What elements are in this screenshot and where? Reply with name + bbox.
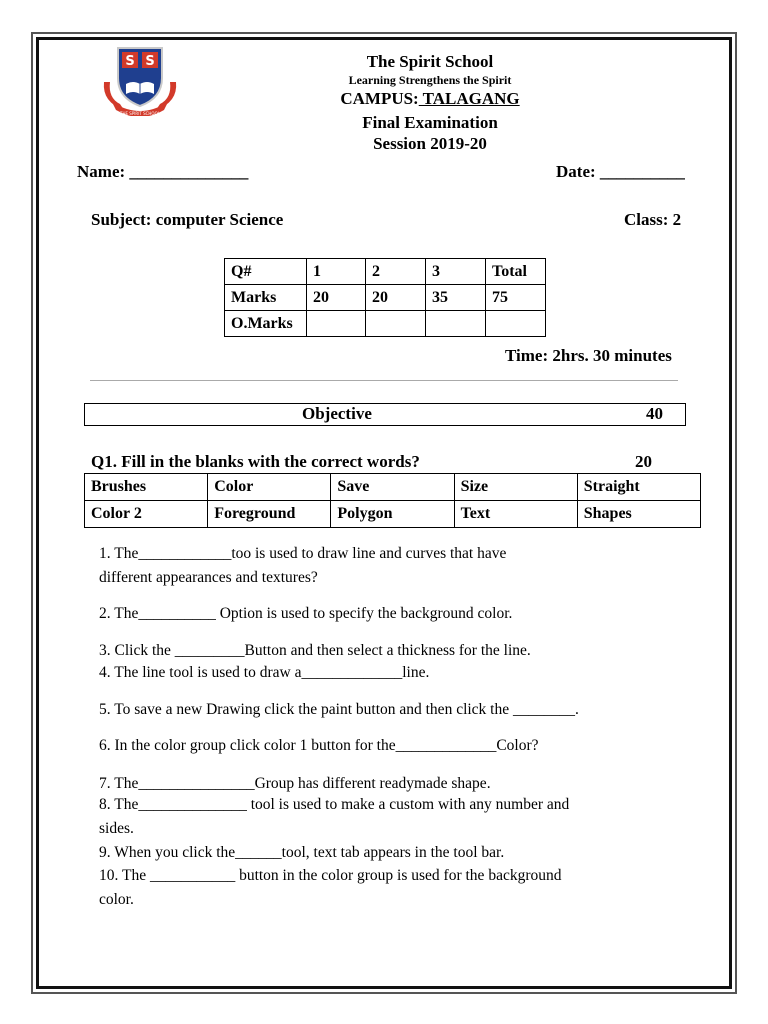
question-line: 2. The__________ Option is used to specify the background color. xyxy=(99,605,513,622)
question-line: 10. The ___________ button in the color group is used for the background xyxy=(99,867,562,884)
date-field-label: Date: __________ xyxy=(556,162,685,181)
word-bank-cell: Straight xyxy=(577,474,700,501)
subject-label: Subject: computer Science xyxy=(91,210,284,229)
word-bank-cell: Color xyxy=(208,474,331,501)
objective-marks: 40 xyxy=(646,404,663,423)
word-bank-cell: Polygon xyxy=(331,501,454,528)
marks-cell: 3 xyxy=(426,259,486,285)
marks-cell: 2 xyxy=(366,259,426,285)
word-bank-row xyxy=(85,501,701,528)
logo-ribbon-text: THE SPIRIT SCHOOL xyxy=(120,111,160,116)
question-line: color. xyxy=(99,891,134,908)
marks-table-row xyxy=(225,259,546,285)
marks-cell: 75 xyxy=(486,285,546,311)
marks-table xyxy=(224,258,546,337)
class-label: Class: 2 xyxy=(624,210,682,229)
school-name: The Spirit School xyxy=(366,52,494,71)
question-line: 3. Click the _________Button and then select a thickness for the line. xyxy=(99,642,531,659)
q1-title: Q1. Fill in the blanks with the correct words? xyxy=(91,452,420,471)
word-bank-cell: Save xyxy=(331,474,454,501)
q1-marks: 20 xyxy=(635,452,652,471)
word-bank-cell: Text xyxy=(454,501,577,528)
marks-cell: Total xyxy=(486,259,546,285)
marks-cell: 20 xyxy=(307,285,366,311)
question-line: sides. xyxy=(99,820,134,837)
marks-cell: Marks xyxy=(225,285,307,311)
name-field-label: Name: ______________ xyxy=(77,162,249,181)
marks-cell: 20 xyxy=(366,285,426,311)
question-line: 9. When you click the______tool, text tab appears in the tool bar. xyxy=(99,844,505,861)
objective-box xyxy=(84,403,686,426)
question-line: 8. The______________ tool is used to make a custom with any number and xyxy=(99,796,570,813)
marks-cell: Q# xyxy=(225,259,307,285)
word-bank-table xyxy=(84,473,701,528)
word-bank-cell: Shapes xyxy=(577,501,700,528)
question-line: different appearances and textures? xyxy=(99,569,318,586)
logo-letter-left: S xyxy=(125,54,135,69)
word-bank-cell: Brushes xyxy=(85,474,208,501)
campus-line xyxy=(330,89,530,109)
question-line: 1. The____________too is used to draw line and curves that have xyxy=(99,545,507,562)
time-label: Time: 2hrs. 30 minutes xyxy=(505,346,672,365)
marks-cell xyxy=(426,311,486,337)
campus-value: TALAGANG xyxy=(418,89,520,108)
word-bank-cell: Size xyxy=(454,474,577,501)
question-line: 5. To save a new Drawing click the paint button and then click the ________. xyxy=(99,701,579,718)
campus-label: CAMPUS: xyxy=(340,89,419,108)
question-line: 4. The line tool is used to draw a_____________line. xyxy=(99,664,430,681)
marks-cell: 35 xyxy=(426,285,486,311)
question-line: 6. In the color group click color 1 button for the_____________Color? xyxy=(99,737,539,754)
word-bank-cell: Color 2 xyxy=(85,501,208,528)
word-bank-cell: Foreground xyxy=(208,501,331,528)
word-bank-row xyxy=(85,474,701,501)
logo-letter-right: S xyxy=(145,54,155,69)
marks-cell: O.Marks xyxy=(225,311,307,337)
marks-table-row xyxy=(225,311,546,337)
marks-cell: 1 xyxy=(307,259,366,285)
exam-title: Final Examination xyxy=(362,113,498,132)
session-label: Session 2019-20 xyxy=(373,134,487,153)
marks-cell xyxy=(366,311,426,337)
marks-cell xyxy=(486,311,546,337)
school-logo xyxy=(98,44,182,116)
question-line: 7. The_______________Group has different readymade shape. xyxy=(99,775,491,792)
objective-title: Objective xyxy=(302,404,372,423)
marks-table-row xyxy=(225,285,546,311)
marks-cell xyxy=(307,311,366,337)
divider-line xyxy=(90,380,678,381)
school-motto: Learning Strengthens the Spirit xyxy=(348,73,512,87)
